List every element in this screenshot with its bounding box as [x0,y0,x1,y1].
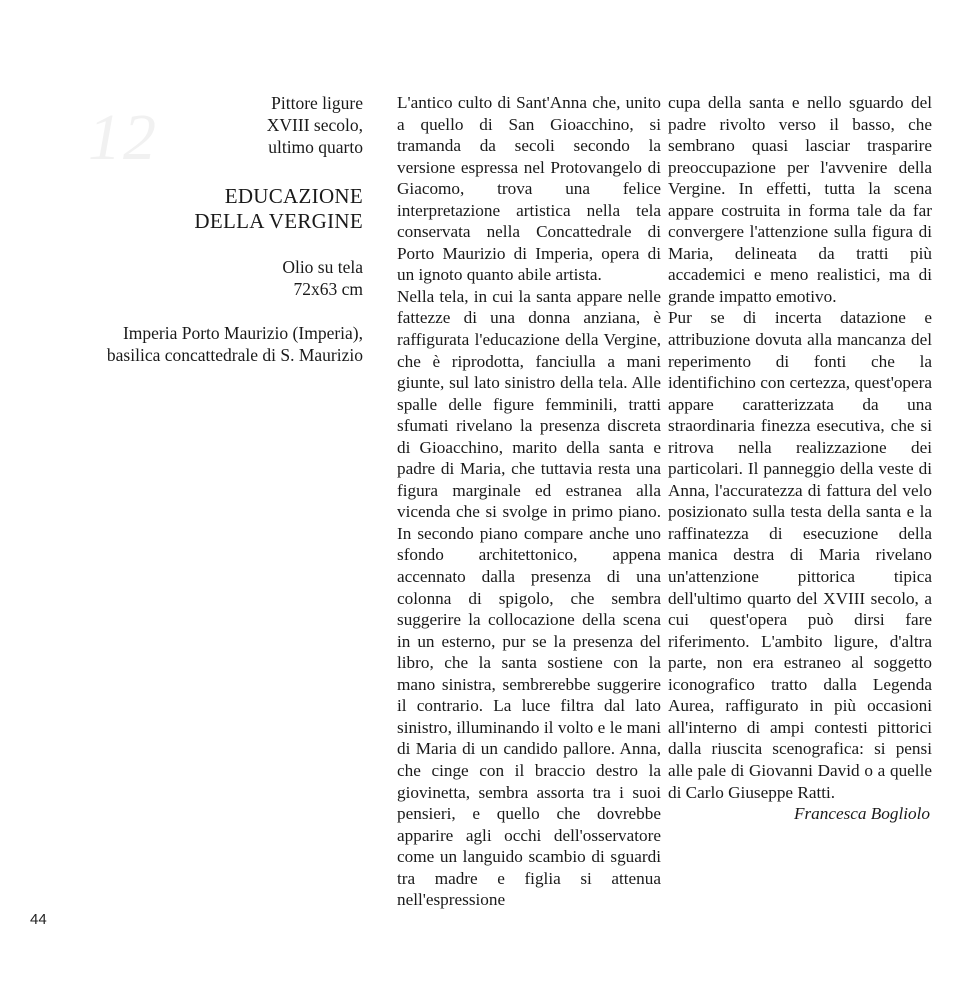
text-column-1 [397,92,661,911]
medium-line: Olio su tela [282,257,363,277]
artwork-location [60,322,363,366]
artist-line: XVIII secolo, [266,115,363,135]
title-line: DELLA VERGINE [194,209,363,233]
body-paragraph: Nella tela, in cui la santa appare nelle fattezze di una donna anziana, è raffigurata l'educazione della Vergine, che è riprodotta, fanciulla a mani giunte, sul lato sinistro della tela. Alle spalle delle figure femminili, tratti sfumati rivelano la presenza discreta di Gioacchino, marito della santa e padre di Maria, che tuttavia resta una figura marginale ed estranea alla vicenda che si svolge in primo piano. In secondo piano compare anche uno sfondo architettonico, appena accennato dalla presenza di una colonna di spigolo, che sembra suggerire la collocazione della scena in un esterno, pur se la presenza del libro, che la santa sostiene con la mano sinistra, sembrerebbe suggerire il contrario. La luce filtra dal lato sinistro, illuminando il volto e le mani di Maria di un candido pallore. Anna, che cinge con il braccio destro la giovinetta, sembra assorta tra i suoi pensieri, e quello che dovrebbe apparire agli occhi dell'osservatore come un languido scambio di sguardi tra madre e figlia si attenua nell'espressione [397,286,661,910]
artist-line: Pittore ligure [271,93,363,113]
body-paragraph: Pur se di incerta datazione e attribuzione dovuta alla mancanza del reperimento di fonti che la identifichino con certezza, quest'opera appare caratterizzata da una straordinaria finezza esecutiva, che si ritrova nella realizzazione dei particolari. Il panneggio della veste di Anna, l'accuratezza di fattura del velo posizionato sulla testa della santa e la raffinatezza di esecuzione della manica destra di Maria rivelano un'attenzione pittorica tipica dell'ultimo quarto del XVIII secolo, a cui quest'opera può dirsi fare riferimento. L'ambito ligure, d'altra parte, non era estraneo al soggetto iconografico tratto dalla Legenda Aurea, raffigurato in più occasioni all'interno di ampi contesti pittorici dalla riuscita scenografica: si pensi alle pale di Giovanni David o a quelle di Carlo Giuseppe Ratti. [668,308,932,802]
catalog-number-watermark: 12 [88,101,158,174]
artist-line: ultimo quarto [268,137,363,157]
artwork-title [60,184,363,234]
dimensions-line: 72x63 cm [293,279,363,299]
text-column-2 [668,92,932,825]
location-line: basilica concattedrale di S. Maurizio [106,345,363,365]
title-line: EDUCAZIONE [224,184,363,208]
body-paragraph: cupa della santa e nello sguardo del padre rivolto verso il basso, che sembrano quasi lasciar trasparire preoccupazione per l'avvenire della Vergine. In effetti, tutta la scena appare costruita in forma tale da far convergere l'attenzione sulla figura di Maria, delineata da tratti più accademici e meno realistici, ma di grande impatto emotivo. [668,93,932,306]
artist-attribution [60,92,363,158]
page-number: 44 [30,911,47,928]
artwork-info [60,92,363,366]
artwork-medium [60,256,363,300]
location-line: Imperia Porto Maurizio (Imperia), [122,323,363,343]
body-paragraph: L'antico culto di Sant'Anna che, unito a quello di San Gioacchino, si tramanda da secoli secondo la versione espressa nel Protovangelo di Giacomo, trova una felice interpretazione artistica nella tela conservata nella Concattedrale di Porto Maurizio di Imperia, opera di un ignoto quanto abile artista. [397,93,661,285]
author-signature: Francesca Bogliolo [793,804,930,824]
